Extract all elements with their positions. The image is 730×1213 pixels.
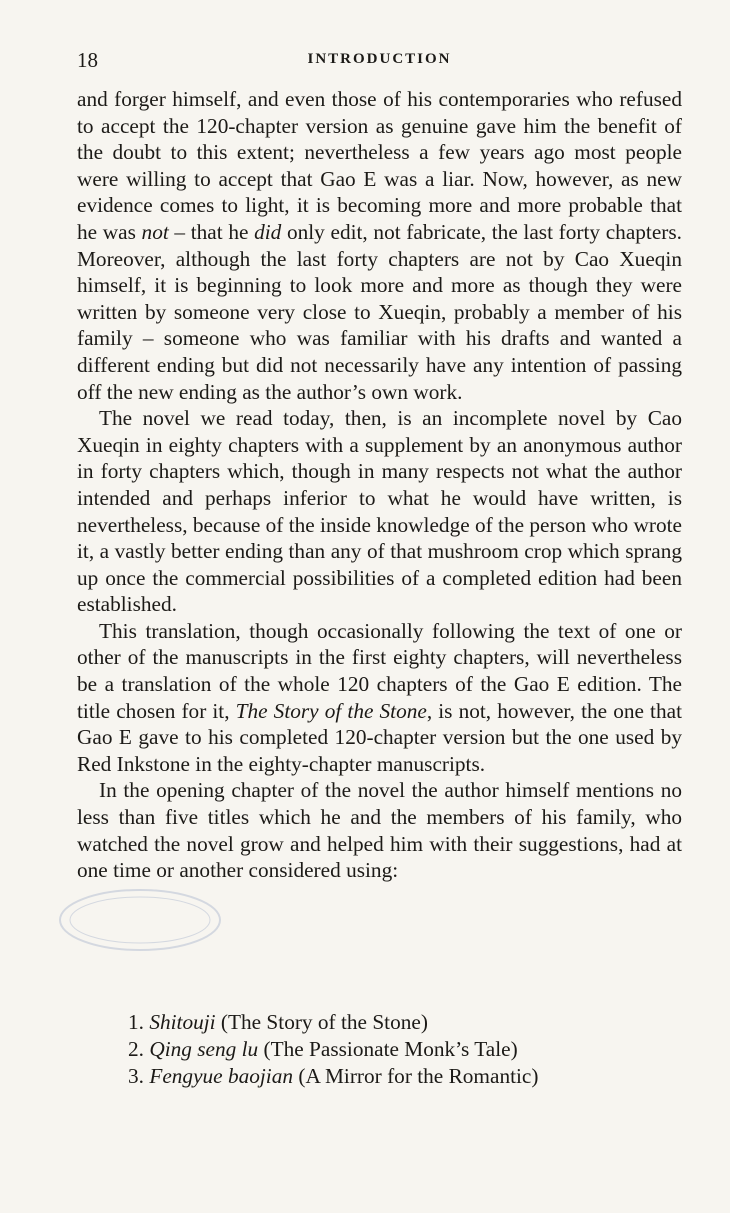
book-title-emphasis: The Story of the Stone [235, 698, 427, 723]
page-header [77, 48, 682, 74]
emphasis-did: did [254, 219, 282, 244]
paragraph-4: In the opening chapter of the novel the author himself mentions no less than five titles which he and the members of his family, who watched the novel grow and helped him with their suggestions, had at one time or another considered using: [77, 778, 682, 883]
library-stamp-watermark [55, 885, 225, 955]
paragraph-2: The novel we read today, then, is an incomplete novel by Cao Xueqin in eighty chapters with a supplement by an anonymous author in forty chapters which, though in many respects not what the author intended and perhaps inferior to what he would have written, is nevertheless, because of the inside knowledge of the person who wrote it, a vastly better ending than any of that mushroom crop which sprang up once the commercial possibilities of a completed edition had been established. [77, 406, 682, 617]
running-head: INTRODUCTION [307, 51, 452, 67]
paragraph-1: and forger himself, and even those of his contemporaries who refused to accept the 120-chapter version as genuine gave him the benefit of the doubt to this extent; nevertheless a few years ago most people were willing to accept that Gao E was a liar. Now, however, as new evidence comes to light, it is becoming more and more probable that he was not – that he did only edit, not fabricate, the last forty chapters. Moreover, although the last forty chapters are not by Cao Xueqin himself, it is beginning to look more and more as though they were written by someone very close to Xueqin, probably a member of his family – someone who was familiar with his drafts and wanted a different ending but did not necessarily have any intention of passing off the new ending as the author’s own work. [77, 87, 682, 404]
body-text [77, 86, 682, 884]
titles-list [128, 1009, 648, 1090]
list-item: 2. Qing seng lu (The Passionate Monk’s Tale) [128, 1037, 518, 1061]
page-number: 18 [77, 48, 98, 72]
emphasis-not: not [141, 219, 169, 244]
list-item: 3. Fengyue baojian (A Mirror for the Romantic) [128, 1064, 539, 1088]
list-item: 1. Shitouji (The Story of the Stone) [128, 1010, 428, 1034]
paragraph-3: This translation, though occasionally following the text of one or other of the manuscripts in the first eighty chapters, will nevertheless be a translation of the whole 120 chapters of the Gao E edition. The title chosen for it, The Story of the Stone, is not, however, the one that Gao E gave to his completed 120-chapter version but the one used by Red Inkstone in the eighty-chapter manuscripts. [77, 618, 682, 776]
